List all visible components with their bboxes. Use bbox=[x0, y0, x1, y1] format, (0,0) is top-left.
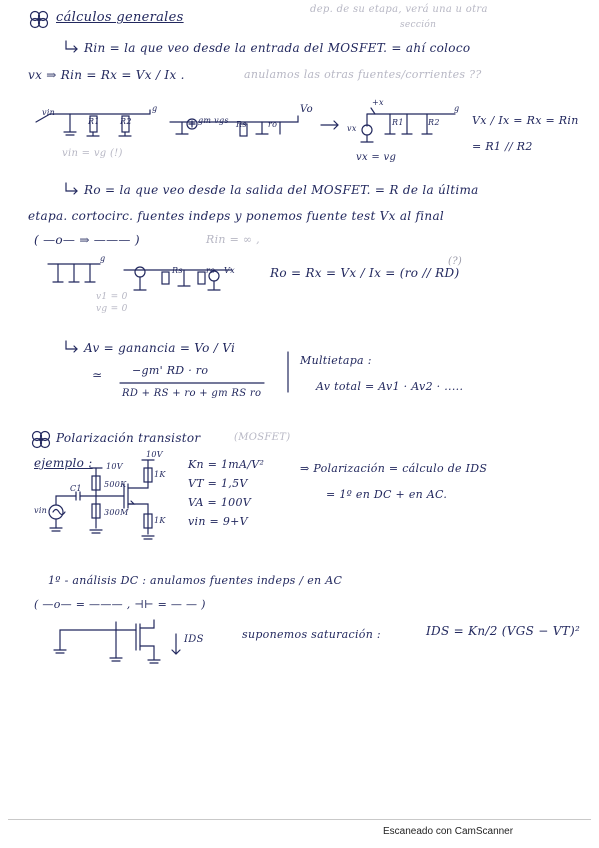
heading-calculos: cálculos generales bbox=[56, 10, 184, 25]
rin-circuit2-note: vx = vg bbox=[356, 152, 397, 163]
rin-faint-note: anulamos las otras fuentes/corrientes ?? bbox=[244, 68, 482, 81]
rin-circuit1-r2-label: R2 bbox=[120, 117, 132, 126]
circuit-c1-label: C1 bbox=[70, 484, 82, 493]
analisis-dc-line: 1º - análisis DC : anulamos fuentes indeps / en AC bbox=[48, 574, 343, 587]
rin-circuit1-ro-label: ro bbox=[268, 120, 278, 129]
arrow-bullet-icon bbox=[64, 340, 80, 354]
multietapa-equation: Av total = Av1 · Av2 · ..... bbox=[316, 380, 464, 393]
circuit-10v-left-label: 10V bbox=[106, 462, 123, 471]
rin-test-circuit-diagram bbox=[345, 104, 465, 154]
ro-circuit-rs-label: Rs bbox=[172, 266, 183, 275]
ro-rin-faint: Rin = ∞ , bbox=[206, 233, 260, 246]
polarizacion-conclusion-2: = 1º en DC + en AC. bbox=[326, 488, 448, 501]
ro-result: Ro = Rx = Vx / Ix = (ro // RD) bbox=[270, 266, 460, 280]
mosfet-bias-circuit-diagram bbox=[30, 450, 180, 550]
flower-bullet-icon bbox=[28, 10, 50, 28]
ro-result-pencil: (?) bbox=[448, 256, 463, 267]
circuit-1k-bottom-label: 1K bbox=[154, 516, 166, 525]
circuit-500k-label: 500K bbox=[104, 480, 127, 489]
rin-circuit1-vin-label: vin bbox=[42, 108, 56, 117]
ro-circuit-note-2: vg = 0 bbox=[96, 304, 128, 314]
rin-circuit1-rs-label: Rs bbox=[236, 120, 247, 129]
divider-line bbox=[286, 350, 290, 394]
dc-equivalent-circuit-diagram bbox=[50, 620, 200, 668]
rin-definition: Rin = la que veo desde la entrada del MOSFET. = ahí coloco bbox=[84, 41, 471, 55]
rin-circuit1-g-label: g bbox=[152, 104, 158, 113]
camscanner-watermark: Escaneado con CamScanner bbox=[383, 826, 514, 837]
ro-circuit-g-label: g bbox=[100, 254, 106, 263]
rin-circuit2-r1-label: R1 bbox=[392, 118, 404, 127]
saturacion-label: suponemos saturación : bbox=[242, 628, 381, 641]
ro-source-replacement: ( —o— ⇒ ——— ) bbox=[34, 233, 140, 247]
ro-definition: Ro = la que veo desde la salida del MOSFET. = R de la última bbox=[84, 183, 479, 197]
rin-circuit2-g-label: g bbox=[454, 104, 460, 113]
av-fraction-bar bbox=[118, 381, 268, 385]
polarizacion-conclusion-1: ⇒ Polarización = cálculo de IDS bbox=[300, 462, 488, 475]
ro-definition-cont: etapa. cortocirc. fuentes indeps y ponemos fuente test Vx al final bbox=[28, 209, 445, 223]
av-denominator: RD + RS + ro + gm RS ro bbox=[122, 388, 262, 399]
faint-note-top-right: dep. de su etapa, verá una u otra bbox=[310, 4, 488, 15]
rin-result: Vx / Ix = Rx = Rin = R1 // R2 bbox=[472, 114, 579, 153]
ro-circuit-note-1: v1 = 0 bbox=[96, 292, 128, 302]
rin-circuit2-vx-label: vx bbox=[347, 124, 357, 133]
rin-circuit1-gm-label: gm vgs bbox=[198, 116, 229, 125]
ejemplo-label: ejemplo : bbox=[34, 456, 93, 470]
param-vin: vin = 9+V bbox=[188, 515, 248, 528]
circuit-vin-label: vin bbox=[34, 506, 48, 515]
dc-replacements: ( —o— = ——— , ⊣⊢ = — — ) bbox=[34, 598, 206, 611]
av-definition: Av = ganancia = Vo / Vi bbox=[84, 341, 236, 355]
rin-circuit2-top-label: +x bbox=[372, 98, 384, 107]
page-bottom-edge bbox=[8, 819, 591, 820]
ro-circuit-ro-label: ro bbox=[206, 266, 216, 275]
circuit-300m-label: 300M bbox=[104, 508, 129, 517]
multietapa-label: Multietapa : bbox=[300, 354, 372, 367]
polarizacion-heading: Polarización transistor bbox=[56, 431, 201, 445]
rin-circuit1-r1-label: R1 bbox=[88, 117, 100, 126]
arrow-right-icon bbox=[320, 120, 340, 130]
ids-arrow-label: IDS bbox=[184, 634, 204, 645]
av-numerator: −gm' RD · ro bbox=[132, 364, 209, 377]
rin-equation: vx ⇒ Rin = Rx = Vx / Ix . bbox=[28, 68, 185, 82]
faint-note-top-right-2: sección bbox=[400, 20, 437, 30]
circuit-1k-top-label: 1K bbox=[154, 470, 166, 479]
parameter-list bbox=[188, 458, 265, 528]
av-approx-symbol: ≃ bbox=[92, 368, 103, 382]
rin-circuit2-r2-label: R2 bbox=[428, 118, 440, 127]
ro-output-circuit-diagram bbox=[44, 256, 244, 300]
polarizacion-faint-note: (MOSFET) bbox=[234, 432, 291, 443]
rin-circuit-note: vin = vg (!) bbox=[62, 148, 123, 159]
param-vt: VT = 1,5V bbox=[188, 477, 248, 490]
arrow-bullet-icon bbox=[64, 182, 80, 196]
param-kn: Kn = 1mA/V² bbox=[188, 458, 265, 471]
rin-circuit1-vo-label: Vo bbox=[300, 104, 313, 115]
flower-bullet-icon bbox=[30, 430, 52, 448]
ro-circuit-vx-label: Vx bbox=[224, 266, 235, 275]
param-va: VA = 100V bbox=[188, 496, 251, 509]
circuit-10v-right-label: 10V bbox=[146, 450, 163, 459]
ids-saturation-equation: IDS = Kn/2 (VGS − VT)² bbox=[426, 624, 581, 638]
arrow-bullet-icon bbox=[64, 40, 80, 54]
